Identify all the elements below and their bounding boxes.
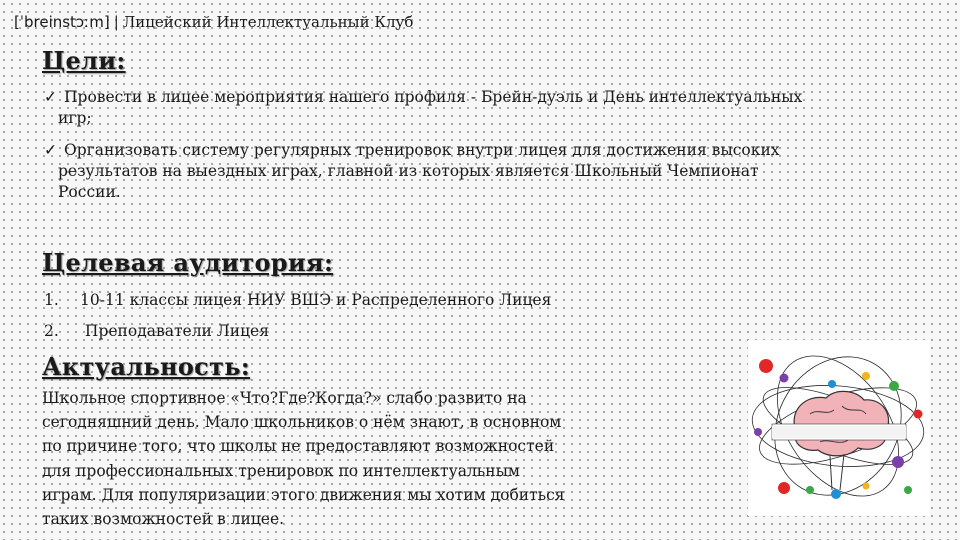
goal-line: Организовать систему регулярных тренировок внутри лицея для достижения высоких xyxy=(64,141,780,159)
relevance-heading: Актуальность: xyxy=(42,352,250,381)
checkmark-icon: ✓ xyxy=(44,88,57,106)
slide-header xyxy=(14,13,413,31)
audience-heading: Целевая аудитория: xyxy=(42,248,334,277)
goal-item-2 xyxy=(44,140,780,203)
goal-item-1 xyxy=(44,87,802,129)
brain-illustration-icon xyxy=(748,340,930,516)
audience-item-2 xyxy=(44,322,269,340)
header-separator: | xyxy=(113,13,119,31)
goal-line: России. xyxy=(58,183,121,201)
audience-item-1 xyxy=(44,291,551,309)
paragraph-line: таких возможностей в лицее. xyxy=(42,510,285,529)
item-number: 2. xyxy=(44,322,59,340)
goal-line: игр; xyxy=(58,109,92,127)
club-logo-text: [ˈbreinstɔːm] xyxy=(14,13,110,31)
relevance-paragraph xyxy=(42,386,632,531)
item-text: Преподаватели Лицея xyxy=(80,322,269,340)
paragraph-line: для профессиональных тренировок по интеллектуальным xyxy=(42,461,520,480)
item-text: 10-11 классы лицея НИУ ВШЭ и Распределенного Лицея xyxy=(80,291,552,309)
goal-line: Провести в лицее мероприятия нашего профиля - Брейн-дуэль и День интеллектуальных xyxy=(64,88,803,106)
goals-heading: Цели: xyxy=(42,46,126,75)
goal-line: результатов на выездных играх, главной из которых является Школьный Чемпионат xyxy=(58,162,759,180)
club-name: Лицейский Интеллектуальный Клуб xyxy=(122,13,414,31)
paragraph-line: играм. Для популяризации этого движения мы хотим добиться xyxy=(42,485,565,504)
paragraph-line: по причине того, что школы не предоставляют возможностей xyxy=(42,437,555,456)
checkmark-icon: ✓ xyxy=(44,141,57,159)
item-number: 1. xyxy=(44,291,59,309)
paragraph-line: Школьное спортивное «Что?Где?Когда?» слабо развито на xyxy=(42,389,527,407)
paragraph-line: сегодняшний день. Мало школьников о нём знают, в основном xyxy=(42,413,562,432)
